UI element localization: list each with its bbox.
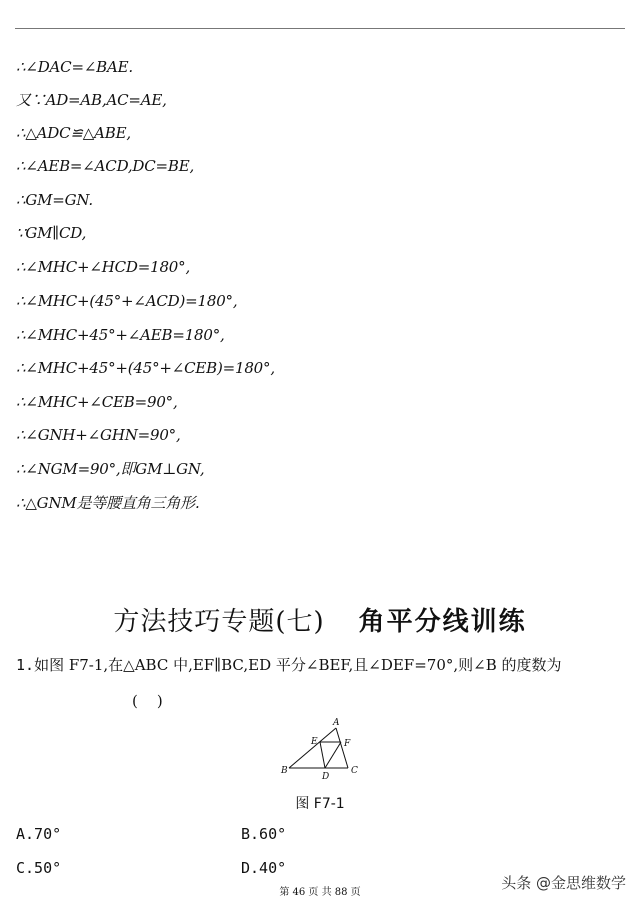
segment-df bbox=[325, 742, 341, 768]
header-rule bbox=[15, 28, 625, 29]
question-1 bbox=[16, 656, 562, 674]
label-f: F bbox=[344, 739, 351, 749]
proof-line: 又∵AD=AB,AC=AE, bbox=[16, 91, 167, 109]
proof-line: ∴∠GNH+∠GHN=90°, bbox=[16, 426, 181, 444]
section-title-part1: 方法技巧专题(七) bbox=[113, 607, 325, 637]
proof-line: ∴△ADC≌△ABE, bbox=[16, 124, 131, 142]
triangle-figure bbox=[276, 716, 366, 780]
label-a: A bbox=[333, 718, 340, 728]
proof-line: ∴∠MHC+∠HCD=180°, bbox=[16, 258, 191, 276]
section-title-part2: 角平分线训练 bbox=[358, 607, 527, 637]
proof-line: ∴∠MHC+45°+∠AEB=180°, bbox=[16, 326, 225, 344]
question-number: 1. bbox=[16, 656, 35, 674]
page-footer: 第 46 页 共 88 页 bbox=[279, 887, 361, 898]
question-text: 如图 F7-1,在△ABC 中,EF∥BC,ED 平分∠BEF,且∠DEF=70°,则∠B 的度数为 bbox=[34, 656, 562, 674]
answer-blank: ( ) bbox=[132, 692, 163, 710]
section-title bbox=[0, 606, 640, 638]
choice-d[interactable]: D.40° bbox=[241, 859, 287, 877]
label-e: E bbox=[311, 737, 318, 747]
proof-line: ∴∠AEB=∠ACD,DC=BE, bbox=[16, 157, 195, 175]
proof-line: ∴∠MHC+45°+(45°+∠CEB)=180°, bbox=[16, 359, 275, 377]
figure-caption: 图 F7-1 bbox=[295, 796, 345, 812]
label-d: D bbox=[322, 772, 330, 780]
choice-c[interactable]: C.50° bbox=[16, 859, 62, 877]
proof-line: ∴∠DAC=∠BAE. bbox=[16, 58, 133, 76]
choice-a[interactable]: A.70° bbox=[16, 825, 62, 843]
proof-line: ∵GM∥CD, bbox=[16, 224, 87, 242]
choice-b[interactable]: B.60° bbox=[241, 825, 287, 843]
label-b: B bbox=[281, 766, 288, 776]
segment-ed bbox=[320, 742, 325, 768]
label-c: C bbox=[351, 766, 358, 776]
proof-line: ∴∠MHC+∠CEB=90°, bbox=[16, 393, 178, 411]
proof-line: ∴△GNM是等腰直角三角形. bbox=[16, 494, 200, 512]
proof-line: ∴GM=GN. bbox=[16, 191, 93, 209]
proof-line: ∴∠MHC+(45°+∠ACD)=180°, bbox=[16, 292, 238, 310]
watermark: 头条 @金思维数学 bbox=[501, 874, 626, 892]
proof-line: ∴∠NGM=90°,即GM⊥GN, bbox=[16, 460, 205, 478]
